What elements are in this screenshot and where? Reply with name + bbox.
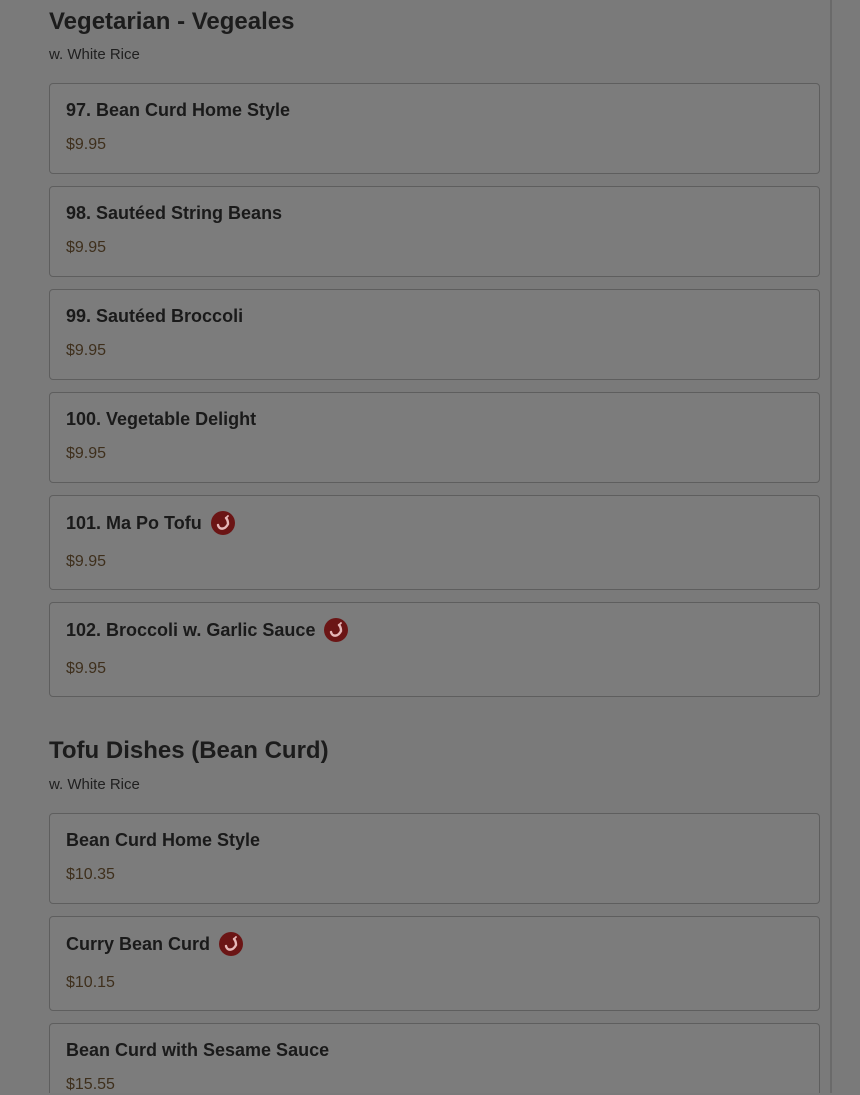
- menu-item-price: $9.95: [66, 445, 107, 462]
- menu-item[interactable]: [49, 813, 820, 904]
- menu-item-price: $15.55: [66, 1076, 115, 1093]
- menu-item[interactable]: [49, 1023, 820, 1093]
- menu-item-price: $9.95: [66, 342, 107, 359]
- menu-item[interactable]: [49, 916, 820, 1011]
- menu-item-name: 99. Sautéed Broccoli: [66, 306, 244, 326]
- section-title: Tofu Dishes (Bean Curd): [49, 737, 329, 764]
- menu-item[interactable]: [49, 392, 820, 483]
- chili-pepper-icon: [219, 932, 243, 956]
- menu-item[interactable]: [49, 289, 820, 380]
- menu-item[interactable]: [49, 83, 820, 174]
- menu-item-price: $9.95: [66, 660, 107, 677]
- menu-item-name: 101. Ma Po Tofu: [66, 513, 202, 533]
- chili-pepper-icon: [324, 618, 348, 642]
- section-subtitle: w. White Rice: [49, 46, 140, 63]
- menu-item-price: $9.95: [66, 553, 107, 570]
- menu-item-name: Curry Bean Curd: [66, 934, 211, 954]
- menu-item-price: $10.15: [66, 974, 115, 991]
- menu-item-name: 100. Vegetable Delight: [66, 409, 257, 429]
- menu-item[interactable]: [49, 186, 820, 277]
- menu-item[interactable]: [49, 495, 820, 590]
- menu-item-name: 102. Broccoli w. Garlic Sauce: [66, 620, 316, 640]
- chili-pepper-icon: [211, 511, 235, 535]
- section-subtitle: w. White Rice: [49, 776, 140, 793]
- page-right-border: [830, 0, 832, 1093]
- menu-item-name: Bean Curd Home Style: [66, 830, 261, 850]
- menu-item[interactable]: [49, 602, 820, 697]
- section-title: Vegetarian - Vegeales: [49, 8, 295, 35]
- menu-item-name: 97. Bean Curd Home Style: [66, 100, 291, 120]
- menu-item-name: 98. Sautéed String Beans: [66, 203, 283, 223]
- menu-item-price: $10.35: [66, 866, 115, 883]
- menu-item-price: $9.95: [66, 136, 107, 153]
- menu-item-price: $9.95: [66, 239, 107, 256]
- menu-item-name: Bean Curd with Sesame Sauce: [66, 1040, 330, 1060]
